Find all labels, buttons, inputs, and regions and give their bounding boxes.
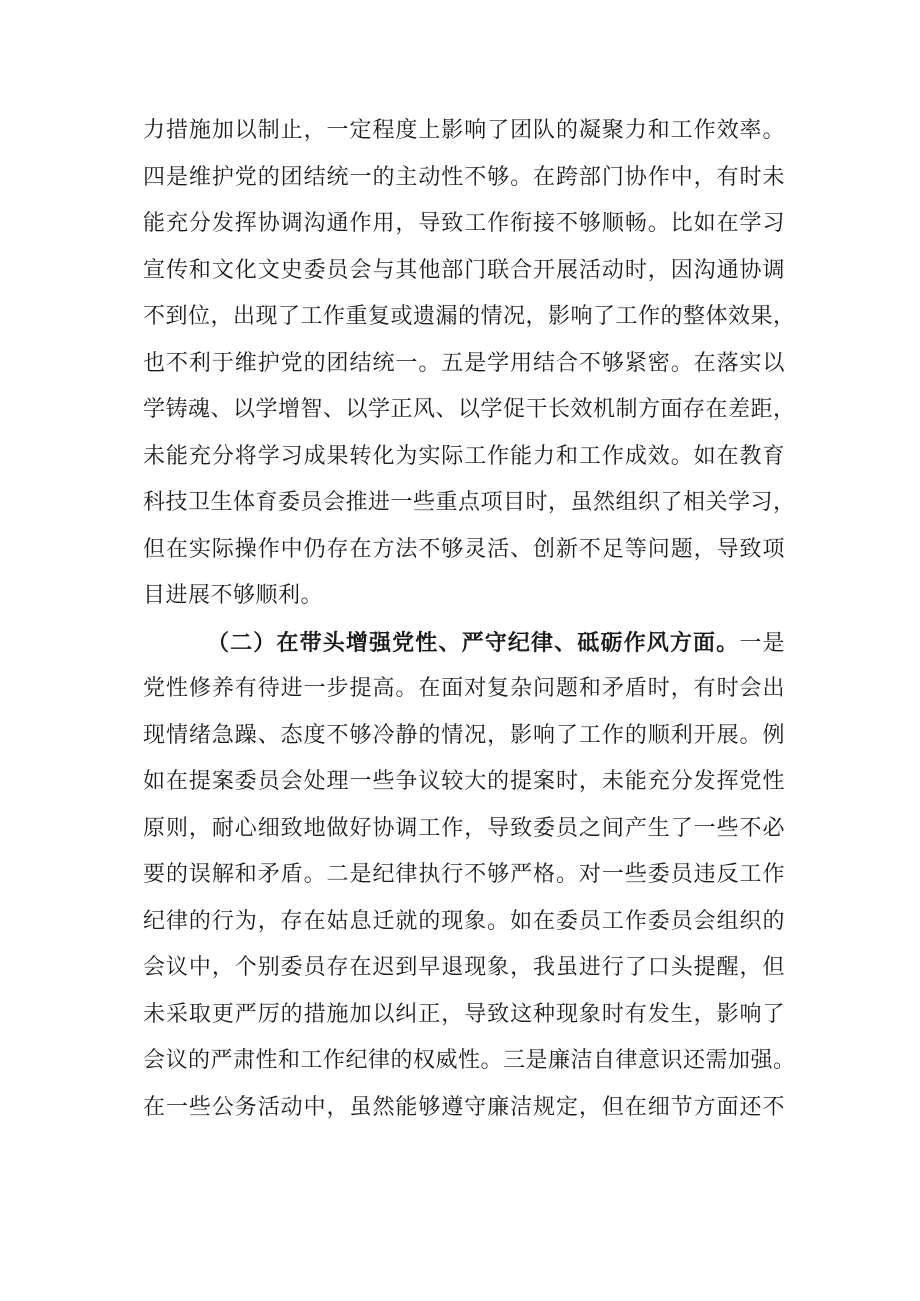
text-line: 科技卫生体育委员会推进一些重点项目时，虽然组织了相关学习， <box>143 490 796 515</box>
section-heading: （二）在带头增强党性、严守纪律、砥砺作风方面。 <box>207 629 740 656</box>
text-line: 现情绪急躁、态度不够冷静的情况，影响了工作的顺利开展。例 <box>143 722 785 748</box>
text-line: 在一些公务活动中，虽然能够遵守廉洁规定，但在细节方面还不 <box>143 1094 785 1120</box>
text-line: 会议中，个别委员存在迟到早退现象，我虽进行了口头提醒，但 <box>143 955 785 980</box>
text-line: 要的误解和矛盾。二是纪律执行不够严格。对一些委员违反工作 <box>143 862 785 887</box>
text-line: 能充分发挥协调沟通作用，导致工作衔接不够顺畅。比如在学习 <box>143 211 785 236</box>
heading-tail-text: 一是 <box>739 630 785 656</box>
text-line: 宣传和文化文史委员会与其他部门联合开展活动时，因沟通协调 <box>143 257 785 283</box>
text-line: 目进展不够顺利。 <box>143 583 324 608</box>
text-line: 也不利于维护党的团结统一。五是学用结合不够紧密。在落实以 <box>143 350 785 376</box>
paragraph-1 <box>143 108 796 620</box>
text-line: 党性修养有待进一步提高。在面对复杂问题和矛盾时，有时会出 <box>143 676 785 701</box>
text-line: 不到位，出现了工作重复或遗漏的情况，影响了工作的整体效果， <box>143 304 796 329</box>
text-line: 未能充分将学习成果转化为实际工作能力和工作成效。如在教育 <box>143 443 785 469</box>
text-line: 学铸魂、以学增智、以学正风、以学促干长效机制方面存在差距， <box>143 397 796 422</box>
text-line: 四是维护党的团结统一的主动性不够。在跨部门协作中，有时未 <box>143 164 785 190</box>
text-line: 纪律的行为，存在姑息迁就的现象。如在委员工作委员会组织的 <box>143 908 785 934</box>
text-line: 如在提案委员会处理一些争议较大的提案时，未能充分发挥党性 <box>143 769 785 794</box>
section-heading-line <box>143 620 785 667</box>
text-line: 会议的严肃性和工作纪律的权威性。三是廉洁自律意识还需加强。 <box>143 1048 796 1073</box>
text-line: 但在实际操作中仍存在方法不够灵活、创新不足等问题，导致项 <box>143 536 785 562</box>
paragraph-2 <box>143 620 796 1132</box>
text-line: 力措施加以制止，一定程度上影响了团队的凝聚力和工作效率。 <box>143 118 785 143</box>
text-line: 原则，耐心细致地做好协调工作，导致委员之间产生了一些不必 <box>143 815 785 841</box>
document-body <box>143 108 796 1131</box>
text-line: 未采取更严厉的措施加以纠正，导致这种现象时有发生，影响了 <box>143 1001 785 1027</box>
